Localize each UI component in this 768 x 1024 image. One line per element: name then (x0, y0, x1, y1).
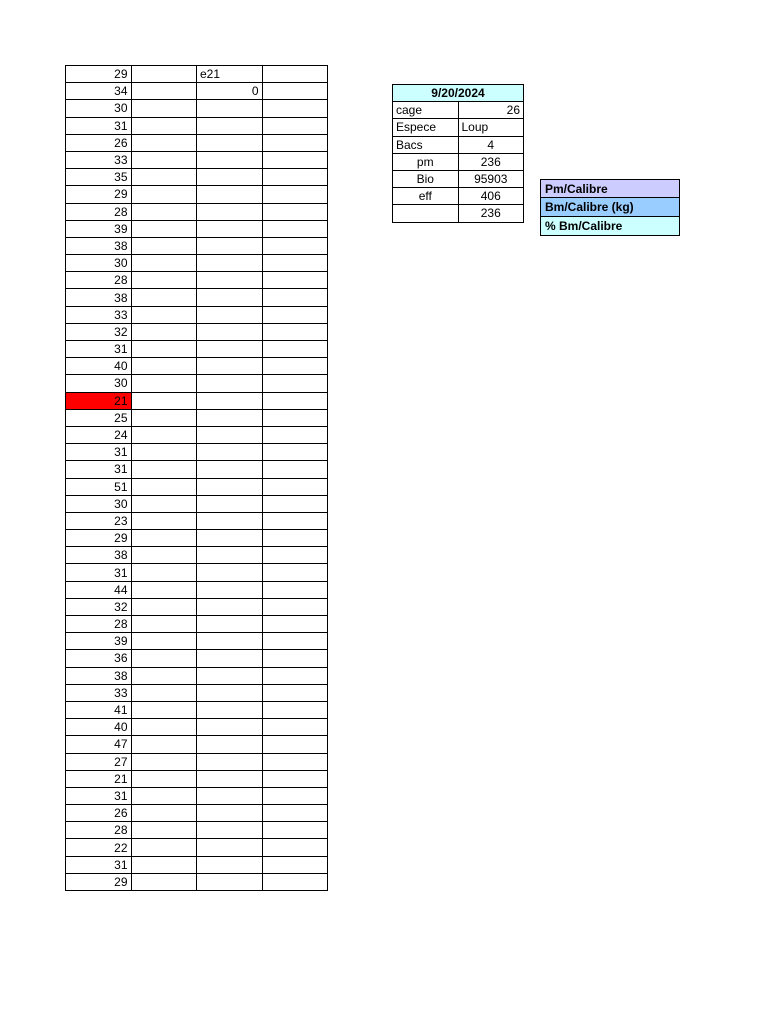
table-cell[interactable] (262, 323, 328, 340)
table-cell[interactable] (131, 701, 197, 718)
espece-value[interactable]: Loup (458, 119, 524, 136)
table-cell[interactable] (197, 323, 263, 340)
table-cell[interactable]: 40 (66, 719, 132, 736)
calibre-legend (540, 179, 680, 236)
table-cell[interactable] (197, 856, 263, 873)
table-cell[interactable] (131, 66, 197, 83)
table-row (66, 220, 328, 237)
table-cell[interactable] (197, 375, 263, 392)
table-row (66, 770, 328, 787)
table-cell[interactable] (197, 444, 263, 461)
table-cell[interactable] (197, 409, 263, 426)
table-row (66, 650, 328, 667)
table-row (66, 169, 328, 186)
table-cell[interactable]: 39 (66, 220, 132, 237)
table-cell[interactable] (197, 530, 263, 547)
bio-label[interactable]: Bio (393, 170, 459, 187)
table-cell[interactable]: 38 (66, 237, 132, 254)
table-cell[interactable] (197, 839, 263, 856)
table-cell[interactable]: 30 (66, 375, 132, 392)
table-cell[interactable] (262, 83, 328, 100)
table-cell[interactable]: 38 (66, 289, 132, 306)
table-cell[interactable]: 31 (66, 444, 132, 461)
table-cell[interactable]: 28 (66, 822, 132, 839)
table-cell[interactable] (131, 753, 197, 770)
table-cell[interactable]: 30 (66, 100, 132, 117)
table-cell[interactable] (131, 598, 197, 615)
table-row (66, 134, 328, 151)
table-cell[interactable] (131, 736, 197, 753)
table-cell[interactable] (262, 805, 328, 822)
table-cell[interactable] (262, 839, 328, 856)
table-cell[interactable] (262, 478, 328, 495)
table-cell[interactable] (131, 169, 197, 186)
bio-value[interactable]: 95903 (458, 170, 524, 187)
table-cell[interactable]: 26 (66, 805, 132, 822)
table-cell[interactable] (131, 512, 197, 529)
pm-value[interactable]: 236 (458, 153, 524, 170)
table-cell[interactable] (262, 272, 328, 289)
table-cell[interactable] (197, 684, 263, 701)
table-cell[interactable] (131, 203, 197, 220)
table-cell[interactable] (262, 151, 328, 168)
data-table (65, 65, 328, 891)
table-row (66, 753, 328, 770)
table-row (66, 839, 328, 856)
table-row (66, 100, 328, 117)
table-cell[interactable] (131, 770, 197, 787)
table-cell[interactable]: 47 (66, 736, 132, 753)
table-cell[interactable] (262, 66, 328, 83)
table-cell[interactable] (262, 530, 328, 547)
table-cell[interactable] (131, 581, 197, 598)
table-cell[interactable] (197, 426, 263, 443)
table-row (66, 151, 328, 168)
table-cell[interactable] (262, 375, 328, 392)
eff-value[interactable]: 406 (458, 188, 524, 205)
table-cell[interactable]: e21 (197, 66, 263, 83)
legend-item-bm[interactable]: Bm/Calibre (kg) (540, 198, 680, 217)
table-cell[interactable] (262, 461, 328, 478)
table-cell[interactable] (197, 753, 263, 770)
table-cell[interactable] (262, 220, 328, 237)
table-cell[interactable] (197, 151, 263, 168)
table-cell[interactable] (197, 306, 263, 323)
table-cell[interactable]: 21 (66, 770, 132, 787)
table-row (66, 667, 328, 684)
table-row (66, 83, 328, 100)
table-cell[interactable]: 28 (66, 616, 132, 633)
table-cell[interactable]: 27 (66, 753, 132, 770)
table-cell[interactable]: 31 (66, 341, 132, 358)
table-cell[interactable]: 35 (66, 169, 132, 186)
table-cell[interactable]: 38 (66, 667, 132, 684)
table-row (66, 237, 328, 254)
table-cell[interactable] (262, 409, 328, 426)
table-cell[interactable] (131, 564, 197, 581)
table-cell[interactable] (262, 770, 328, 787)
table-row (66, 255, 328, 272)
table-cell[interactable]: 31 (66, 461, 132, 478)
table-row (66, 684, 328, 701)
table-cell[interactable]: 33 (66, 684, 132, 701)
table-cell[interactable] (197, 289, 263, 306)
table-cell[interactable] (197, 478, 263, 495)
table-row (66, 358, 328, 375)
table-row (66, 856, 328, 873)
table-cell[interactable]: 32 (66, 598, 132, 615)
table-cell[interactable] (197, 203, 263, 220)
table-cell[interactable] (131, 547, 197, 564)
table-cell[interactable] (131, 822, 197, 839)
table-cell[interactable] (197, 255, 263, 272)
table-row (66, 306, 328, 323)
table-cell[interactable] (131, 805, 197, 822)
info-table (392, 84, 524, 223)
table-cell[interactable] (131, 186, 197, 203)
bacs-label[interactable]: Bacs (393, 136, 459, 153)
table-row (66, 117, 328, 134)
table-cell[interactable] (197, 461, 263, 478)
table-cell[interactable] (197, 564, 263, 581)
table-row (66, 598, 328, 615)
table-cell[interactable] (197, 701, 263, 718)
table-row (66, 392, 328, 409)
table-cell[interactable] (262, 719, 328, 736)
table-row (66, 444, 328, 461)
table-row (66, 272, 328, 289)
table-cell[interactable]: 23 (66, 512, 132, 529)
table-cell[interactable] (197, 186, 263, 203)
table-cell[interactable] (197, 787, 263, 804)
table-cell[interactable] (262, 100, 328, 117)
cage-value[interactable]: 26 (458, 102, 524, 119)
table-cell[interactable]: 41 (66, 701, 132, 718)
table-row (66, 564, 328, 581)
table-cell[interactable] (262, 495, 328, 512)
table-cell[interactable] (197, 547, 263, 564)
table-cell[interactable]: 31 (66, 564, 132, 581)
table-cell[interactable] (262, 787, 328, 804)
table-row (66, 719, 328, 736)
table-cell[interactable] (262, 650, 328, 667)
table-cell[interactable] (197, 650, 263, 667)
table-cell[interactable]: 29 (66, 186, 132, 203)
table-cell[interactable] (262, 255, 328, 272)
table-cell[interactable]: 26 (66, 134, 132, 151)
table-cell[interactable] (262, 512, 328, 529)
table-cell[interactable]: 40 (66, 358, 132, 375)
table-cell[interactable]: 29 (66, 873, 132, 890)
table-cell[interactable] (262, 684, 328, 701)
table-cell[interactable] (197, 134, 263, 151)
table-row (66, 581, 328, 598)
table-cell[interactable] (197, 100, 263, 117)
table-cell[interactable] (262, 237, 328, 254)
table-row (66, 409, 328, 426)
table-row (66, 375, 328, 392)
table-cell[interactable]: 30 (66, 495, 132, 512)
table-cell[interactable] (197, 512, 263, 529)
legend-item-pm[interactable]: Pm/Calibre (540, 179, 680, 198)
table-cell[interactable] (262, 426, 328, 443)
table-cell[interactable] (262, 598, 328, 615)
table-cell[interactable] (262, 134, 328, 151)
table-row (66, 495, 328, 512)
empty-label-cell[interactable] (393, 205, 459, 222)
table-cell[interactable] (131, 650, 197, 667)
table-cell[interactable] (197, 667, 263, 684)
table-cell[interactable] (262, 203, 328, 220)
table-cell[interactable]: 44 (66, 581, 132, 598)
table-row (66, 341, 328, 358)
table-cell[interactable]: 21 (66, 392, 132, 409)
table-cell[interactable] (262, 753, 328, 770)
table-cell[interactable]: 29 (66, 530, 132, 547)
table-cell[interactable] (131, 633, 197, 650)
table-cell[interactable]: 33 (66, 306, 132, 323)
table-cell[interactable] (131, 151, 197, 168)
table-cell[interactable] (131, 117, 197, 134)
table-row (66, 323, 328, 340)
extra-value[interactable]: 236 (458, 205, 524, 222)
table-cell[interactable] (197, 805, 263, 822)
table-cell[interactable] (262, 633, 328, 650)
table-cell[interactable] (262, 358, 328, 375)
table-cell[interactable] (131, 530, 197, 547)
table-cell[interactable] (131, 667, 197, 684)
table-cell[interactable] (262, 392, 328, 409)
table-cell[interactable]: 28 (66, 203, 132, 220)
table-cell[interactable] (262, 341, 328, 358)
cage-label[interactable]: cage (393, 102, 459, 119)
table-cell[interactable] (197, 719, 263, 736)
table-cell[interactable] (131, 341, 197, 358)
table-cell[interactable]: 31 (66, 787, 132, 804)
table-cell[interactable]: 38 (66, 547, 132, 564)
table-cell[interactable] (262, 169, 328, 186)
table-cell[interactable] (262, 306, 328, 323)
table-cell[interactable] (131, 272, 197, 289)
table-cell[interactable]: 32 (66, 323, 132, 340)
legend-item-pct-bm[interactable]: % Bm/Calibre (540, 217, 680, 236)
table-cell[interactable] (131, 100, 197, 117)
table-cell[interactable]: 33 (66, 151, 132, 168)
espece-label[interactable]: Espece (393, 119, 459, 136)
pm-label[interactable]: pm (393, 153, 459, 170)
table-row (66, 616, 328, 633)
table-cell[interactable] (197, 358, 263, 375)
table-cell[interactable] (197, 117, 263, 134)
table-cell[interactable] (262, 701, 328, 718)
eff-label[interactable]: eff (393, 188, 459, 205)
table-cell[interactable] (131, 134, 197, 151)
table-cell[interactable] (131, 444, 197, 461)
table-cell[interactable] (262, 667, 328, 684)
table-cell[interactable] (197, 169, 263, 186)
table-cell[interactable]: 36 (66, 650, 132, 667)
table-row (66, 822, 328, 839)
table-cell[interactable]: 25 (66, 409, 132, 426)
table-cell[interactable] (262, 736, 328, 753)
table-cell[interactable] (262, 564, 328, 581)
table-row (66, 701, 328, 718)
table-cell[interactable] (197, 616, 263, 633)
table-cell[interactable] (262, 856, 328, 873)
table-cell[interactable] (197, 237, 263, 254)
table-row (66, 805, 328, 822)
table-cell[interactable] (131, 237, 197, 254)
table-cell[interactable] (131, 220, 197, 237)
table-cell[interactable]: 28 (66, 272, 132, 289)
table-row (66, 547, 328, 564)
table-cell[interactable] (197, 633, 263, 650)
table-cell[interactable] (131, 426, 197, 443)
table-cell[interactable] (197, 581, 263, 598)
table-cell[interactable] (262, 444, 328, 461)
table-row (66, 512, 328, 529)
table-row (66, 530, 328, 547)
table-cell[interactable] (131, 306, 197, 323)
table-cell[interactable] (197, 495, 263, 512)
table-cell[interactable] (197, 873, 263, 890)
table-row (66, 633, 328, 650)
table-cell[interactable]: 39 (66, 633, 132, 650)
table-cell[interactable] (131, 839, 197, 856)
table-cell[interactable] (131, 289, 197, 306)
table-cell[interactable] (262, 822, 328, 839)
table-cell[interactable]: 0 (197, 83, 263, 100)
date-cell[interactable]: 9/20/2024 (393, 85, 524, 102)
table-cell[interactable] (131, 83, 197, 100)
table-row (66, 461, 328, 478)
table-row (66, 426, 328, 443)
table-cell[interactable] (131, 375, 197, 392)
table-cell[interactable] (131, 787, 197, 804)
table-cell[interactable] (197, 341, 263, 358)
table-cell[interactable] (262, 117, 328, 134)
table-cell[interactable] (262, 581, 328, 598)
table-cell[interactable] (197, 736, 263, 753)
table-cell[interactable] (131, 719, 197, 736)
table-cell[interactable] (262, 289, 328, 306)
table-row (66, 66, 328, 83)
table-cell[interactable] (131, 409, 197, 426)
table-cell[interactable] (262, 873, 328, 890)
table-cell[interactable] (131, 358, 197, 375)
table-row (66, 289, 328, 306)
table-cell[interactable] (131, 873, 197, 890)
table-row (66, 186, 328, 203)
table-cell[interactable] (197, 598, 263, 615)
table-cell[interactable] (197, 220, 263, 237)
table-cell[interactable] (131, 392, 197, 409)
table-cell[interactable]: 22 (66, 839, 132, 856)
table-cell[interactable] (131, 495, 197, 512)
table-cell[interactable] (131, 255, 197, 272)
table-cell[interactable]: 31 (66, 117, 132, 134)
table-cell[interactable] (197, 770, 263, 787)
table-cell[interactable]: 31 (66, 856, 132, 873)
table-cell[interactable] (262, 616, 328, 633)
table-cell[interactable] (131, 684, 197, 701)
table-cell[interactable] (131, 478, 197, 495)
table-cell[interactable] (262, 547, 328, 564)
table-cell[interactable] (197, 392, 263, 409)
table-cell[interactable] (131, 461, 197, 478)
bacs-value[interactable]: 4 (458, 136, 524, 153)
table-cell[interactable]: 30 (66, 255, 132, 272)
table-row (66, 873, 328, 890)
table-cell[interactable] (197, 822, 263, 839)
table-cell[interactable]: 29 (66, 66, 132, 83)
table-cell[interactable]: 24 (66, 426, 132, 443)
table-row (66, 203, 328, 220)
table-row (66, 478, 328, 495)
table-cell[interactable] (197, 272, 263, 289)
table-cell[interactable] (262, 186, 328, 203)
table-row (66, 736, 328, 753)
table-cell[interactable] (131, 616, 197, 633)
table-row (66, 787, 328, 804)
table-cell[interactable] (131, 856, 197, 873)
table-cell[interactable]: 34 (66, 83, 132, 100)
table-cell[interactable]: 51 (66, 478, 132, 495)
table-cell[interactable] (131, 323, 197, 340)
